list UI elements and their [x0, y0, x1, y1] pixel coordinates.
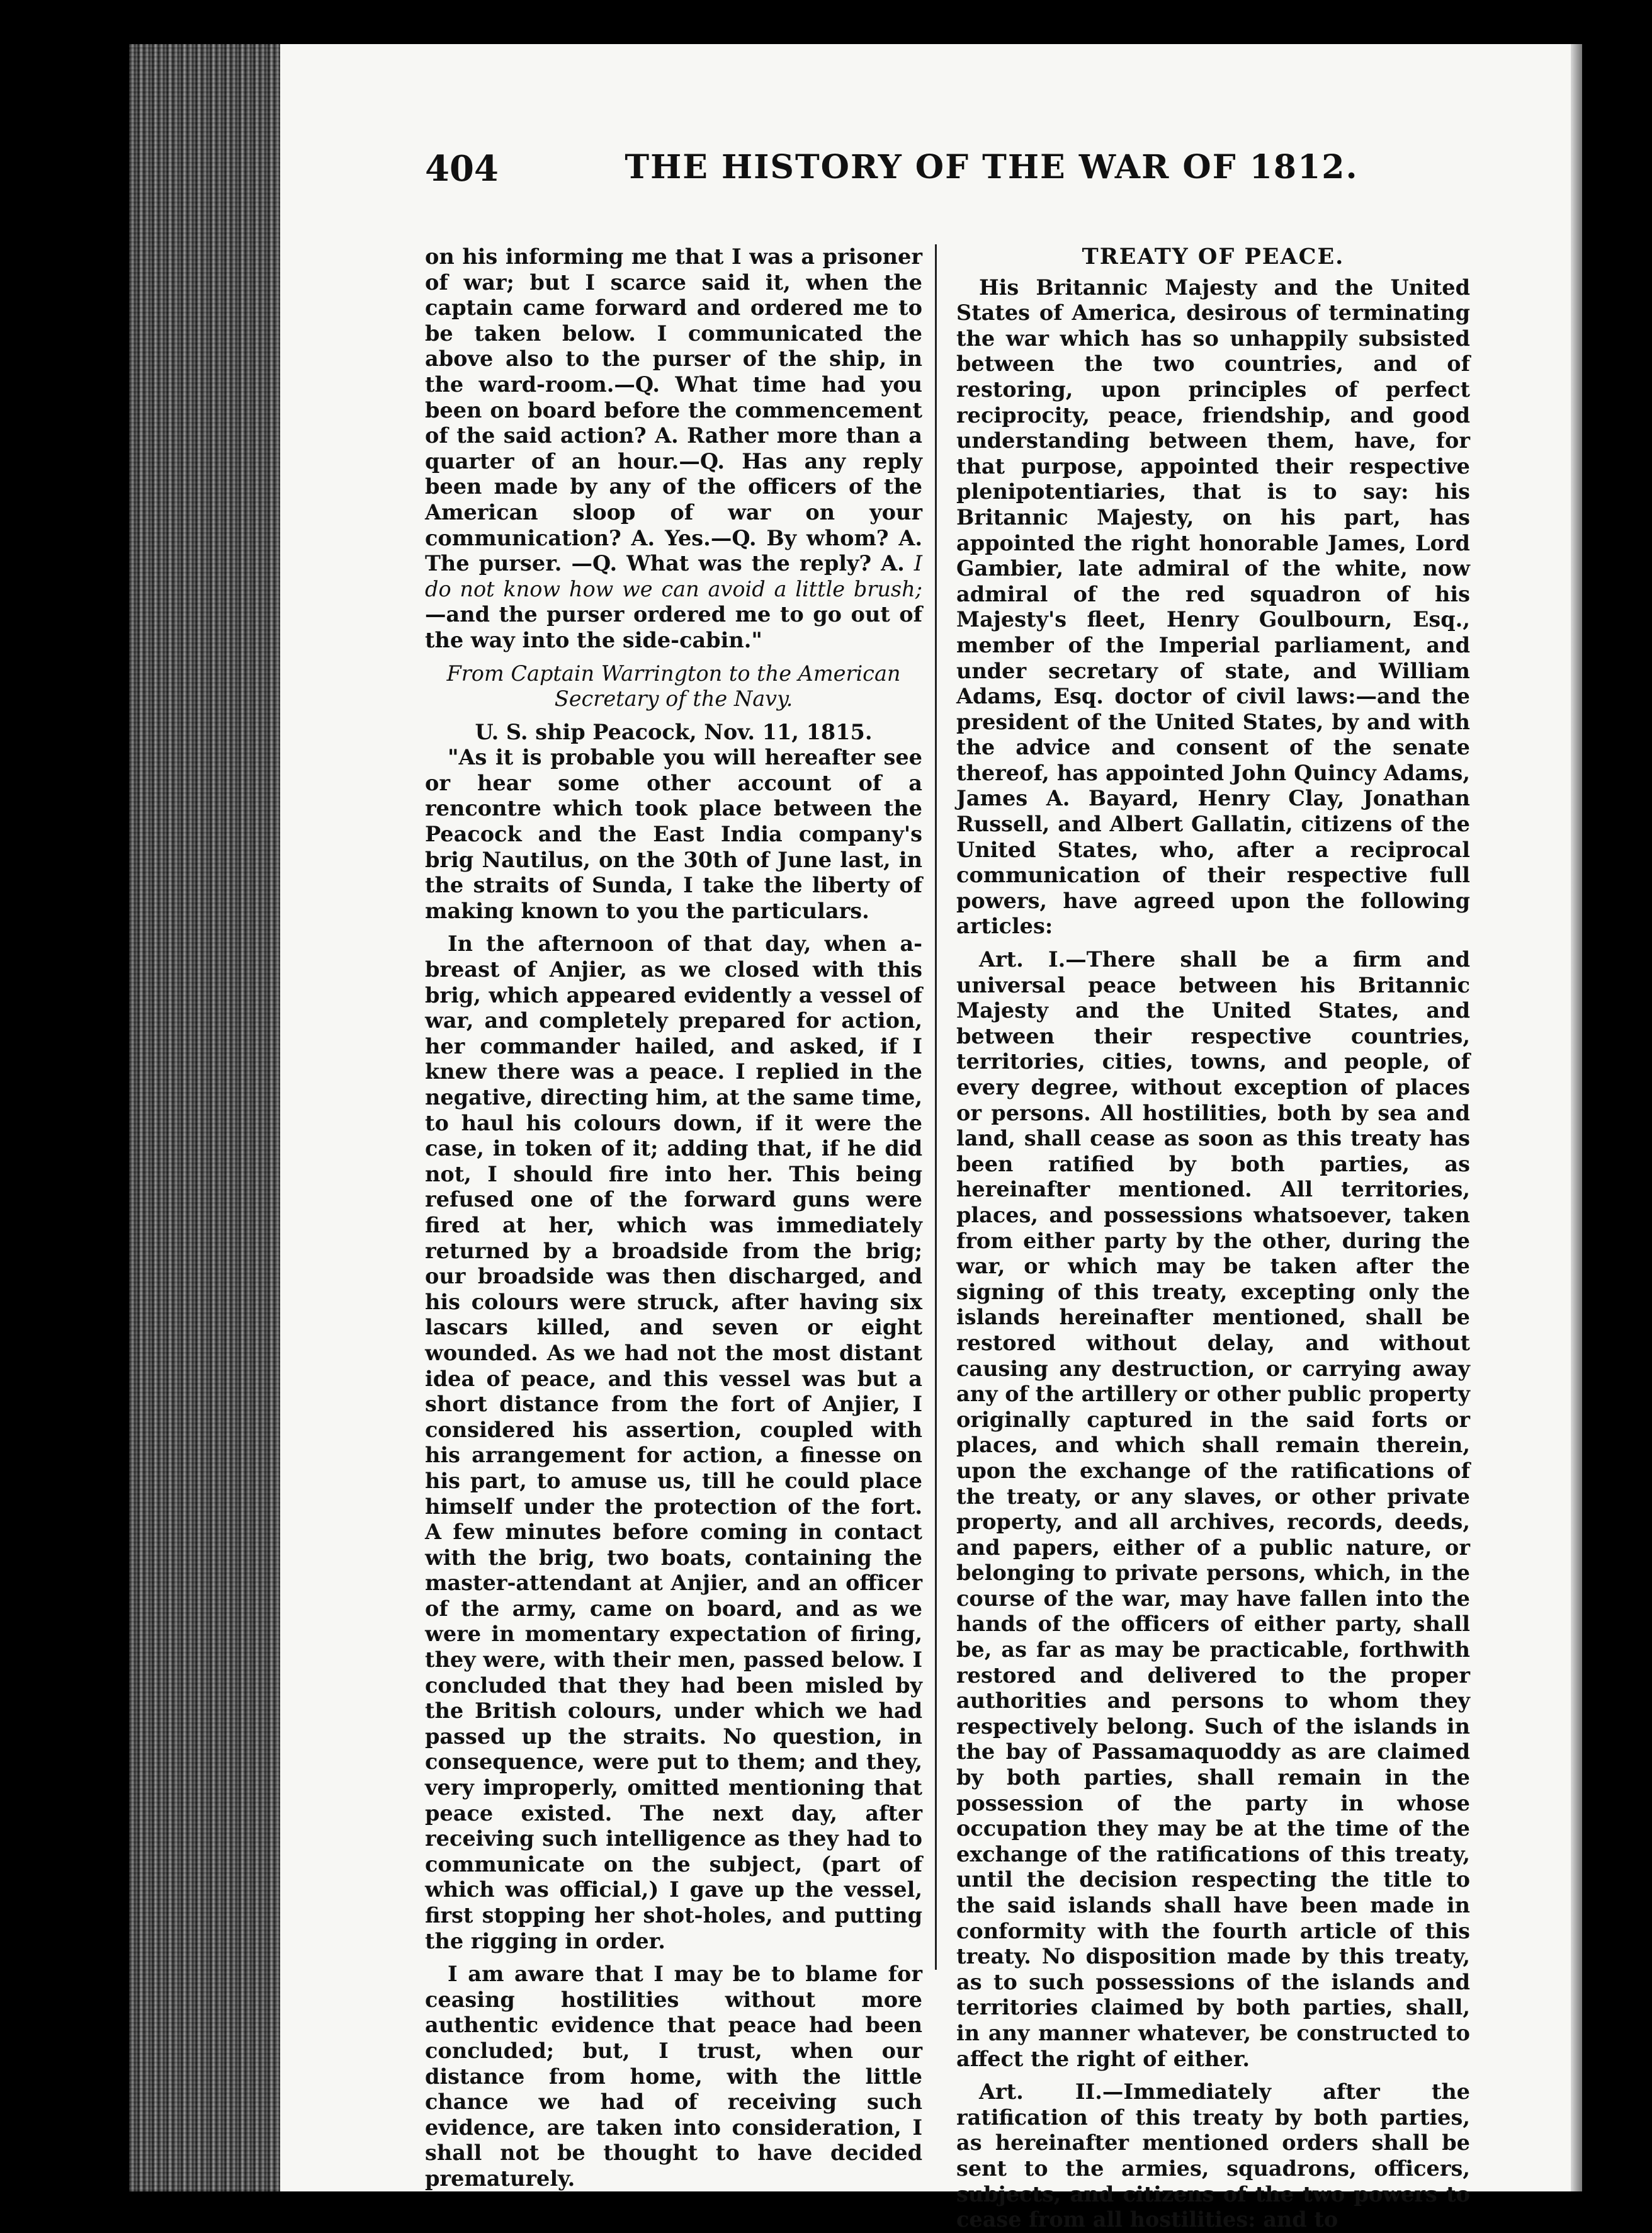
article-1: Art. I.—There shall be a firm and universal peace between his Britannic Majesty and the United States, and between their respective countries, territories, cities, towns, and people, of every degree, without exception of places or persons. All hostilities, both by sea and land, shall cease as soon as this treaty has been ratified by both parties, as hereinafter mentioned. All territories, places, and possessions whatsoever, taken from either party by the other, during the war, or which may be taken after the signing of this treaty, excepting only the islands hereinafter mentioned, shall be restored without delay, and without causing any destruction, or carrying away any of the artillery or other public property originally captured in the said forts or places, and which shall remain therein, upon the exchange of the ratifications of the treaty, or any slaves, or other private property, and all archives, records, deeds, and papers, either of a public nature, or belonging to private persons, which, in the course of the war, may have fallen into the hands of the officers of either party, shall be, as far as may be practicable, forthwith restored and delivered to the proper authorities and persons to whom they respectively belong. Such of the islands in the bay of Passamaquoddy as are claimed by both parties, shall remain in the possession of the party in whose occupation they may be at the time of the exchange of the ratifications of this treaty, until the decision respecting the title to the said islands shall have been made in conformity with the fourth article of this treaty. No disposition made by this treaty, as to such possessions of the islands and territories claimed by both parties, shall, in any manner whatever, be constructed to affect the right of either.	[956, 947, 1470, 2071]
column-divider	[935, 244, 937, 1970]
page-edge	[1571, 44, 1652, 2191]
paragraph: In the afternoon of that day, when a-breast of Anjier, as we closed with this brig, which appeared evidently a vessel of war, and completely prepared for action, her commander hailed, and asked, if I knew there was a peace. I replied in the negative, directing him, at the same time, to haul his colours down, if it were the case, in token of it; adding that, if he did not, I should fire into her. This being refused one of the forward guns were fired at her, which was immediately returned by a broadside from the brig; our broadside was then discharged, and his colours were struck, after having six lascars killed, and seven or eight wounded. As we had not the most distant idea of peace, and this vessel was but a short distance from the fort of Anjier, I considered his assertion, coupled with his arrangement for action, a finesse on his part, to amuse us, till he could place himself under the protection of the fort. A few minutes before coming in contact with the brig, two boats, containing the master-attendant at Anjier, and an officer of the army, came on board, and as we were in momentary expectation of firing, they were, with their men, passed below. I concluded that they had been misled by the British colours, under which we had passed up the straits. No question, in consequence, were put to them; and they, very improperly, omitted mentioning that peace existed. The next day, after receiving such intelligence as they had to communicate on the subject, (part of which was official,) I gave up the vessel, first stopping her shot-holes, and putting the rigging in order.	[425, 931, 922, 1953]
paragraph: on his informing me that I was a prisoner of war; but I scarce said it, when the captain came forward and ordered me to be taken below. I communicated the above also to the purser of the ship, in the ward-room.—Q. What time had you been on board before the commencement of the said action? A. Rather more than a quarter of an hour.—Q. Has any reply been made by any of the officers of the American sloop of war on your communication? A. Yes.—Q. By whom? A. The purser. —Q. What was the reply? A. I do not know how we can avoid a little brush;—and the purser ordered me to go out of the way into the side-cabin."	[425, 244, 922, 652]
right-column	[956, 244, 1470, 2233]
italic-quote: I do not know how we can avoid a little brush;	[425, 551, 922, 601]
left-column	[425, 244, 922, 2192]
book-page	[280, 44, 1571, 2232]
paragraph: His Britannic Majesty and the United States of America, desirous of terminating the war which has so unhappily subsisted between the two countries, and of restoring, upon principles of perfect reciprocity, peace, friendship, and good understanding between them, have, for that purpose, appointed their respective plenipotentiaries, that is to say: his Britannic Majesty, on his part, has appointed the right honorable James, Lord Gambier, late admiral of the white, now admiral of the red squadron of his Majesty's fleet, Henry Goulbourn, Esq., member of the Imperial parliament, and under secretary of state, and William Adams, Esq. doctor of civil laws:—and the president of the United States, by and with the advice and consent of the senate thereof, has appointed John Quincy Adams, James A. Bayard, Henry Clay, Jonathan Russell, and Albert Gallatin, citizens of the United States, who, after a reciprocal communication of their respective full powers, have agreed upon the following articles:	[956, 275, 1470, 939]
letter-heading: From Captain Warrington to the American Secretary of the Navy.	[446, 661, 901, 712]
book-spine	[129, 44, 280, 2191]
paragraph: "As it is probable you will hereafter see or hear some other account of a rencontre which took place between the Peacock and the East India company's brig Nautilus, on the 30th of June last, in the straits of Sunda, I take the liberty of making known to you the particulars.	[425, 745, 922, 923]
article-2: Art. II.—Immediately after the ratification of this treaty by both parties, as hereinafter mentioned orders shall be sent to the armies, squadrons, officers, subjects, and citizens of the two powers to cease from all hostilities: and to	[956, 2079, 1470, 2232]
running-header	[425, 148, 1470, 198]
running-title: THE HISTORY OF THE WAR OF 1812.	[625, 148, 1359, 186]
paragraph: I am aware that I may be to blame for ceasing hostilities without more authentic evidence that peace had been concluded; but, I trust, when our distance from home, with the little chance we had of receiving such evidence, are taken into consideration, I shall not be thought to have decided prematurely.	[425, 1962, 922, 2191]
page-number: 404	[425, 148, 499, 190]
dateline: U. S. ship Peacock, Nov. 11, 1815.	[475, 719, 873, 744]
section-heading: TREATY OF PEACE.	[1082, 244, 1345, 270]
